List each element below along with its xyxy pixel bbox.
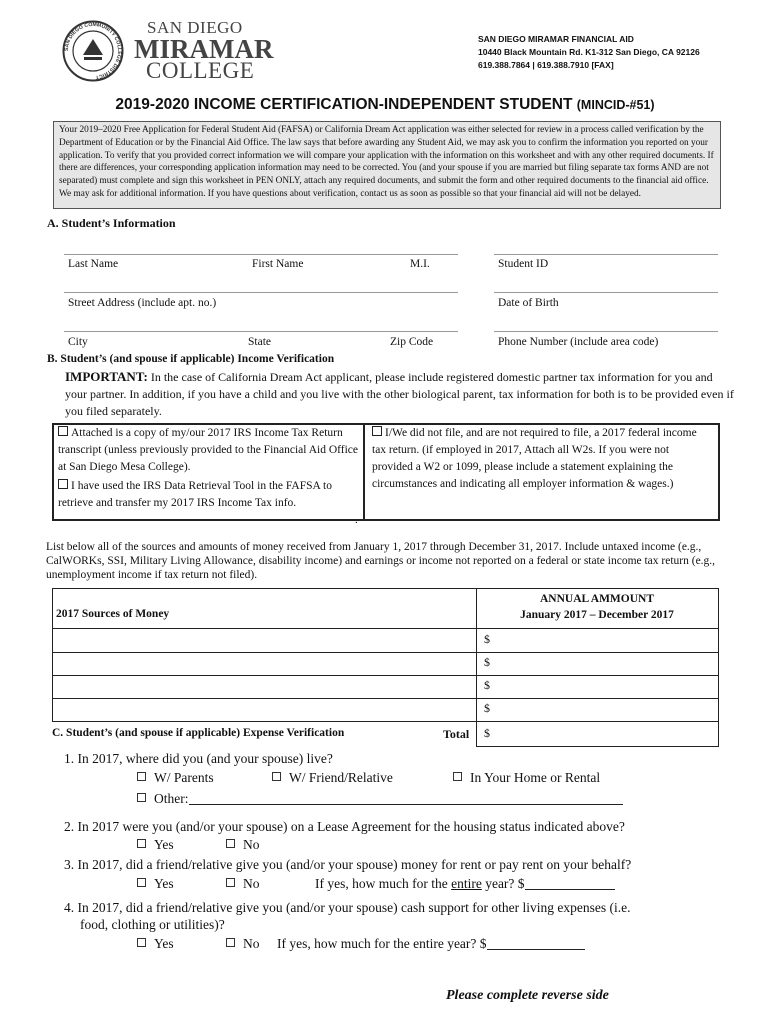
checkbox-icon[interactable]	[58, 479, 68, 489]
date-of-birth-field[interactable]: Date of Birth	[498, 297, 559, 309]
other-input[interactable]	[189, 791, 623, 805]
question-4-continued: food, clothing or utilities)?	[80, 917, 225, 932]
q2-no[interactable]	[226, 837, 260, 853]
q4-yes-label: Yes	[154, 936, 174, 951]
table-border-right	[718, 588, 719, 746]
table-total-rule	[476, 746, 719, 747]
tax-options-divider	[363, 423, 365, 519]
important-notice	[65, 368, 735, 420]
checkbox-icon[interactable]	[272, 772, 281, 781]
q2-no-label: No	[243, 837, 260, 852]
amount-cell-1[interactable]: $	[484, 632, 490, 646]
logo-text-college: COLLEGE	[146, 58, 255, 83]
checkbox-icon[interactable]	[58, 426, 68, 436]
section-a-heading: A. Student’s Information	[47, 216, 176, 230]
checkbox-icon[interactable]	[453, 772, 462, 781]
option-home-or-rental-label: In Your Home or Rental	[470, 770, 601, 785]
logo-text-miramar: MIRAMAR	[134, 34, 274, 64]
logo-text-san-diego: SAN DIEGO	[147, 18, 243, 37]
section-b-heading: B. Student’s (and spouse if applicable) Income Verification	[47, 353, 335, 365]
last-name-field[interactable]: Last Name	[68, 258, 119, 270]
table-row-rule	[52, 675, 719, 676]
total-label: Total	[443, 727, 470, 741]
q3-amount-prompt-end: year? $	[481, 876, 525, 891]
phone-number-field[interactable]: Phone Number (include area code)	[498, 336, 659, 348]
student-id-line	[494, 254, 718, 255]
name-line	[64, 254, 458, 255]
phone-line	[494, 331, 718, 332]
q3-yes[interactable]	[137, 876, 174, 892]
dob-line	[494, 292, 718, 293]
q2-yes[interactable]	[137, 837, 174, 853]
q3-amount-input[interactable]	[525, 876, 615, 890]
table-row-rule	[52, 698, 719, 699]
q4-amount	[277, 936, 585, 952]
form-title-main: 2019-2020 INCOME CERTIFICATION-INDEPENDENT STUDENT	[115, 96, 577, 113]
q3-no[interactable]	[226, 876, 260, 892]
student-id-field[interactable]: Student ID	[498, 258, 549, 270]
office-address: 10440 Black Mountain Rd. K1-312 San Diego, CA 92126	[478, 47, 700, 57]
checkbox-icon[interactable]	[137, 793, 146, 802]
section-c-heading: C. Student’s (and spouse if applicable) Expense Verification	[52, 727, 345, 739]
first-name-field[interactable]: First Name	[252, 258, 304, 270]
form-code: (MINCID-#51)	[576, 98, 655, 112]
total-amount-cell[interactable]: $	[484, 726, 490, 740]
amount-cell-2[interactable]: $	[484, 655, 490, 669]
street-address-field[interactable]: Street Address (include apt. no.)	[68, 297, 217, 309]
option-other[interactable]	[137, 791, 623, 807]
option-data-retrieval-text: I have used the IRS Data Retrieval Tool in the FAFSA to retrieve and transfer my 2017 IRS Income Tax info.	[58, 480, 333, 509]
checkbox-icon[interactable]	[372, 426, 382, 436]
amount-header-line2: January 2017 – December 2017	[520, 609, 674, 621]
question-4: 4. In 2017, did a friend/relative give you (and/or your spouse) cash support for other living expenses (i.e.	[64, 900, 631, 915]
q3-amount	[315, 876, 615, 892]
option-with-friend-relative[interactable]	[272, 770, 393, 786]
table-border-top	[52, 588, 719, 589]
important-text: In the case of California Dream Act applicant, please include registered domestic partner tax information for you and your partner. In addition, if you have a child and you live with the other biological parent, tax information for both is to be provided even if you filed separately.	[65, 370, 734, 418]
checkbox-icon[interactable]	[137, 839, 146, 848]
form-title	[0, 96, 770, 114]
option-other-label: Other:	[154, 791, 189, 806]
city-line	[64, 331, 458, 332]
college-seal-icon	[62, 20, 124, 82]
q4-no-label: No	[243, 936, 260, 951]
amount-header-line1: ANNUAL AMMOUNT	[539, 593, 655, 605]
option-home-or-rental[interactable]	[453, 770, 600, 786]
checkbox-icon[interactable]	[226, 878, 235, 887]
amount-cell-4[interactable]: $	[484, 701, 490, 715]
q3-no-label: No	[243, 876, 260, 891]
checkbox-icon[interactable]	[137, 878, 146, 887]
office-phone: 619.388.7864 | 619.388.7910 [FAX]	[478, 60, 614, 70]
q4-amount-input[interactable]	[487, 936, 585, 950]
table-header-rule	[52, 628, 719, 629]
q2-yes-label: Yes	[154, 837, 174, 852]
table-border-left	[52, 588, 53, 721]
checkbox-icon[interactable]	[226, 938, 235, 947]
q3-entire-word: entire	[451, 876, 482, 891]
option-with-friend-relative-label: W/ Friend/Relative	[289, 770, 393, 785]
footer-note: Please complete reverse side	[446, 988, 609, 1003]
office-name: SAN DIEGO MIRAMAR FINANCIAL AID	[478, 34, 634, 44]
street-line	[64, 292, 458, 293]
stray-dot: .	[355, 514, 358, 526]
question-3: 3. In 2017, did a friend/relative give you (and/or your spouse) money for rent or pay rent on your behalf?	[64, 857, 632, 872]
q4-amount-prompt: If yes, how much for the entire year? $	[277, 936, 487, 951]
checkbox-icon[interactable]	[226, 839, 235, 848]
state-field[interactable]: State	[248, 336, 271, 348]
question-2: 2. In 2017 were you (and/or your spouse) on a Lease Agreement for the housing status indicated above?	[64, 819, 625, 834]
q3-amount-prompt: If yes, how much for the	[315, 876, 452, 891]
intro-notice: Your 2019–2020 Free Application for Federal Student Aid (FAFSA) or California Dream Act application was either selected for review in a process called verification by the Department of Education or by the Financial Aid Office. The law says that before awarding any Student Aid, we may ask you to confirm the information you reported on your application. To verify that you provided correct information we will compare your application with the information on this worksheet and with any other required documents. If there are differences, your corresponding application information may need to be corrected. You (and your spouse if you are married but filing separate tax forms AND are not separated) must complete and sign this worksheet in PEN ONLY, attach any required documents, and submit the form and other required documents to the financial aid office. We may ask for additional information. If you have questions about verification, contact us as soon as possible so that your financial aid will not be delayed.	[53, 121, 721, 209]
amount-column-header	[476, 591, 718, 623]
q3-yes-label: Yes	[154, 876, 174, 891]
seal-text: SAN DIEGO COMMUNITY COLLEGE DISTRICT	[63, 21, 123, 80]
option-with-parents-label: W/ Parents	[154, 770, 214, 785]
table-row-rule	[52, 652, 719, 653]
option-data-retrieval[interactable]	[58, 478, 358, 512]
sources-column-header: 2017 Sources of Money	[56, 608, 170, 620]
q4-yes[interactable]	[137, 936, 174, 952]
q4-no[interactable]	[226, 936, 260, 952]
option-irs-transcript[interactable]	[58, 425, 358, 476]
option-did-not-file-text: I/We did not file, and are not required to file, a 2017 federal income tax return. (if employed in 2017, Attach all W2s. If you were not provided a W2 or 1099, please include a statement explaining the circumstances and indicating all employer information & wages.)	[372, 427, 697, 490]
question-1: 1. In 2017, where did you (and your spouse) live?	[64, 751, 333, 766]
option-with-parents[interactable]	[137, 770, 214, 786]
amount-cell-3[interactable]: $	[484, 678, 490, 692]
option-irs-transcript-text: Attached is a copy of my/our 2017 IRS Income Tax Return transcript (unless previously provided to the Financial Aid Office at San Diego Mesa College).	[58, 427, 358, 473]
city-field[interactable]: City	[68, 336, 88, 348]
checkbox-icon[interactable]	[137, 772, 146, 781]
zip-code-field[interactable]: Zip Code	[390, 336, 434, 348]
money-sources-instructions: List below all of the sources and amounts of money received from January 1, 2017 through December 31, 2017. Include untaxed income (e.g., CalWORKs, SSI, Military Living Allowance, disability income) and earnings or income not reported on a federal or state income tax return (e.g., unemployment income if tax return not filed).	[46, 541, 716, 581]
mi-field[interactable]: M.I.	[410, 258, 430, 270]
table-row-rule	[52, 721, 719, 722]
checkbox-icon[interactable]	[137, 938, 146, 947]
option-did-not-file[interactable]	[372, 425, 712, 493]
important-label: IMPORTANT:	[65, 369, 148, 384]
